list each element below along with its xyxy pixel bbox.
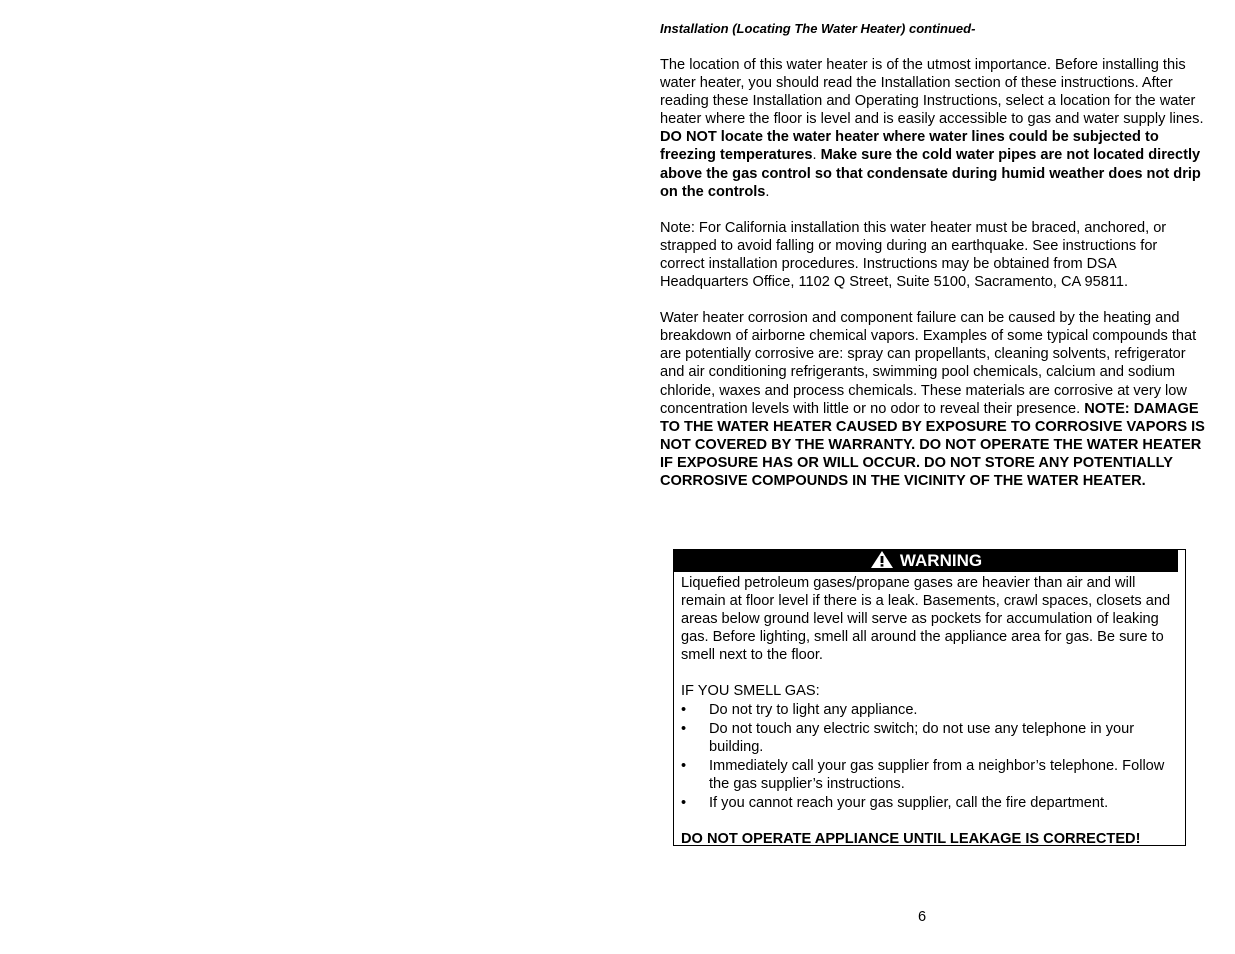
warning-triangle-icon xyxy=(870,550,894,575)
location-paragraph-text: The location of this water heater is of the utmost importance. Before installing this water heater, you should read the Installation section of these instructions. After reading these Installation and Operating Instructions, select a location for the water heater where the floor is level and is easily accessible to gas and water supply lines. xyxy=(660,57,1204,128)
list-item-text: Immediately call your gas supplier from a neighbor’s telephone. Follow the gas supplier’s instructions. xyxy=(709,757,1165,792)
california-note-paragraph: Note: For California installation this water heater must be braced, anchored, or strapped to avoid falling or moving during an earthquake. See instructions for correct installation procedures. Instructions may be obtained from DSA Headquarters Office, 1102 Q Street, Suite 5100, Sacramento, CA 95811. xyxy=(660,219,1167,291)
page-number: 6 xyxy=(917,909,927,925)
section-heading: Installation (Locating The Water Heater) continued- xyxy=(660,21,976,36)
warning-title: WARNING xyxy=(899,551,983,570)
warning-box xyxy=(673,549,1186,846)
warning-header xyxy=(674,550,1178,572)
smell-gas-heading: IF YOU SMELL GAS: xyxy=(681,683,820,700)
paragraph-end-text: . xyxy=(765,183,770,200)
list-item-text: Do not try to light any appliance. xyxy=(709,701,918,718)
warning-footer: DO NOT OPERATE APPLIANCE UNTIL LEAKAGE IS CORRECTED! xyxy=(681,831,1141,848)
corrosion-paragraph xyxy=(660,309,1205,490)
smell-gas-list xyxy=(681,701,1178,813)
separator-text: . xyxy=(812,147,821,164)
bullet: • xyxy=(681,720,687,737)
list-item-text: If you cannot reach your gas supplier, call the fire department. xyxy=(709,795,1109,812)
bullet: • xyxy=(681,757,687,774)
freezing-warning-text: DO NOT locate the water heater where water lines could be subjected to freezing temperatures xyxy=(660,129,1159,164)
list-item-text: Do not touch any electric switch; do not use any telephone in your building. xyxy=(709,720,1135,755)
list-item xyxy=(681,720,1178,756)
list-item xyxy=(681,794,1178,812)
corrosion-paragraph-text: Water heater corrosion and component failure can be caused by the heating and breakdown of airborne chemical vapors. Examples of some typical compounds that are potentially corrosive are: spray can propellants, cleaning solvents, refrigerator and air conditioning refrigerants, swimming pool chemicals, calcium and sodium chloride, waxes and process chemicals. These materials are corrosive at very low concentration levels with little or no odor to reveal their presence. xyxy=(660,310,1197,417)
warning-intro: Liquefied petroleum gases/propane gases are heavier than air and will remain at floor level if there is a leak. Basements, crawl spaces, closets and areas below ground level will serve as pockets for accumulation of leaking gas. Before lighting, smell all around the appliance area for gas. Be sure to smell next to the floor. xyxy=(681,575,1171,664)
bullet: • xyxy=(681,795,687,812)
warning-body xyxy=(674,572,1185,848)
location-paragraph xyxy=(660,56,1205,201)
corrosion-note-text: NOTE: DAMAGE TO THE WATER HEATER CAUSED BY EXPOSURE TO CORROSIVE VAPORS IS NOT COVERED BY THE WARRANTY. DO NOT OPERATE THE WATER HEATER IF EXPOSURE HAS OR WILL OCCUR. DO NOT STORE ANY POTENTIALLY CORROSIVE COMPOUNDS IN THE VICINITY OF THE WATER HEATER. xyxy=(660,400,1205,489)
content-column xyxy=(660,20,1205,508)
list-item xyxy=(681,757,1178,793)
list-item xyxy=(681,701,1178,719)
bullet: • xyxy=(681,701,687,718)
cold-pipes-warning-text: Make sure the cold water pipes are not located directly above the gas control so that condensate during humid weather does not drip on the controls xyxy=(660,147,1201,200)
